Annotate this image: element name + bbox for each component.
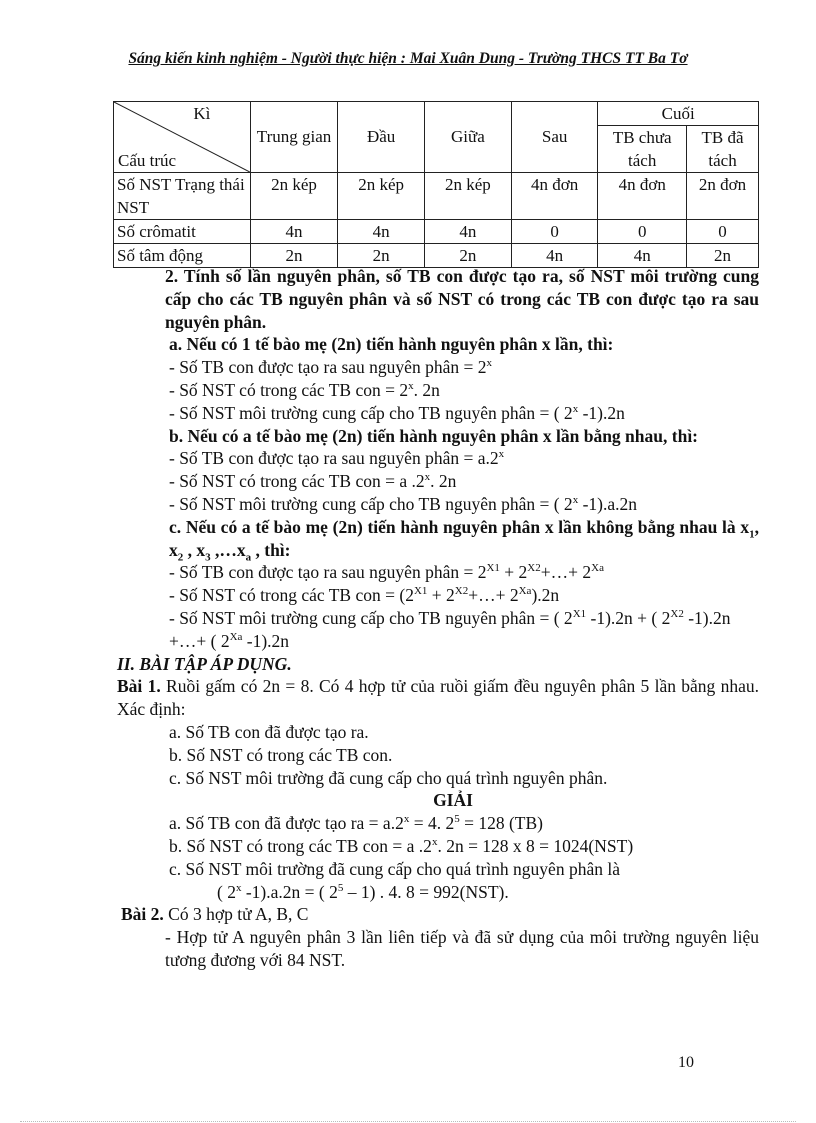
case-c-title: c. Nếu có a tế bào mẹ (2n) tiến hành nguyên phân x lần không bằng nhau là $x_1$, $x_2$ , $x_3$ $,\dots x_a$ , thì: bbox=[169, 516, 759, 564]
case-c-line-1: - Số TB con được tạo ra sau nguyên phân = $2^{X1}$ + $2^{X2}+\dots+ 2^{Xa}$ bbox=[169, 562, 604, 583]
corner-top-label: Kì bbox=[193, 104, 211, 123]
solution-c: c. Số NST môi trường đã cung cấp cho quá trình nguyên phân là bbox=[169, 858, 620, 879]
table-cell: 0 bbox=[687, 220, 759, 244]
table-cell: 4n bbox=[424, 220, 511, 244]
bai-1-statement: Bài 1. Ruồi gấm có 2n = 8. Có 4 hợp tử của ruồi giấm đều nguyên phân 5 lần bằng nhau. Xác định: bbox=[117, 676, 759, 720]
table-row bbox=[114, 244, 759, 268]
case-a-line-2: - Số NST có trong các TB con = $2^x$. 2n bbox=[169, 379, 440, 400]
col-header-dau: Đầu bbox=[338, 102, 425, 173]
table-row bbox=[114, 220, 759, 244]
case-a-line-1: - Số TB con được tạo ra sau nguyên phân = $2^x$ bbox=[169, 357, 492, 378]
table-cell: 2n bbox=[687, 244, 759, 268]
bai-1-item-b: b. Số NST có trong các TB con. bbox=[169, 744, 393, 765]
bai-1-item-c: c. Số NST môi trường đã cung cấp cho quá trình nguyên phân. bbox=[169, 767, 608, 788]
table-cell: 2n đơn bbox=[687, 173, 759, 220]
col-header-cuoi-da-tach: TB đã tách bbox=[687, 126, 759, 173]
col-header-cuoi-chua-tach: TB chưa tách bbox=[598, 126, 687, 173]
col-header-giua: Giữa bbox=[424, 102, 511, 173]
case-c-line-3: - Số NST môi trường cung cấp cho TB nguyên phân = ( $2^{X1}$ -1).2n + ( $2^{X2}$ -1).2n +…+ ( $2^{Xa}$ -1).2n bbox=[169, 607, 731, 651]
case-b-line-2: - Số NST có trong các TB con = a .2$^x$. 2n bbox=[169, 471, 457, 492]
page-body bbox=[117, 265, 759, 972]
row-label: Số crômatit bbox=[114, 220, 251, 244]
page-header: Sáng kiến kinh nghiệm - Người thực hiện : Mai Xuân Dung - Trường THCS TT Ba Tơ bbox=[128, 50, 688, 67]
table-cell: 2n kép bbox=[424, 173, 511, 220]
row-label: Số tâm động bbox=[114, 244, 251, 268]
table-cell: 2n bbox=[338, 244, 425, 268]
table-row bbox=[114, 173, 759, 220]
table-cell: 4n đơn bbox=[598, 173, 687, 220]
page-number: 10 bbox=[678, 1054, 694, 1071]
table-cell: 2n kép bbox=[250, 173, 338, 220]
cell-cycle-table bbox=[113, 101, 759, 268]
bai-1-item-a: a. Số TB con đã được tạo ra. bbox=[169, 721, 369, 742]
row-label: Số NST Trạng thái NST bbox=[114, 173, 251, 220]
bai-2-statement: Bài 2. Có 3 hợp tử A, B, C bbox=[121, 904, 309, 925]
solution-heading: GIẢI bbox=[433, 790, 473, 811]
corner-bottom-label: Cấu trúc bbox=[118, 151, 177, 170]
section-2-title: 2. Tính số lần nguyên phân, số TB con được tạo ra, số NST môi trường cung cấp cho các TB nguyên phân và số NST có trong các TB con được tạo ra sau nguyên phân. bbox=[165, 266, 759, 332]
col-header-cuoi: Cuối bbox=[598, 102, 759, 126]
table-cell: 4n bbox=[511, 244, 597, 268]
table-cell: 2n bbox=[424, 244, 511, 268]
section-ii-heading: II. BÀI TẬP ÁP DỤNG. bbox=[117, 653, 292, 674]
solution-b: b. Số NST có trong các TB con = a .2$^x$. 2n = 128 x 8 = 1024(NST) bbox=[169, 835, 634, 856]
case-a-title: a. Nếu có 1 tế bào mẹ (2n) tiến hành nguyên phân x lần, thì: bbox=[169, 334, 614, 355]
col-header-sau: Sau bbox=[511, 102, 597, 173]
table-cell: 0 bbox=[511, 220, 597, 244]
case-b-line-3: - Số NST môi trường cung cấp cho TB nguyên phân = ( 2$^x$ -1).a.2n bbox=[169, 493, 637, 514]
solution-c-formula: ( 2$^x$ -1).a.2n = ( $2^5 - 1$) . 4. 8 = 992(NST). bbox=[217, 881, 509, 902]
table-cell: 4n bbox=[598, 244, 687, 268]
case-c-line-2: - Số NST có trong các TB con = ($2^{X1}$ + $2^{X2}+\dots+ 2^{Xa}).2n$ bbox=[169, 585, 560, 606]
col-header-trung-gian: Trung gian bbox=[250, 102, 338, 173]
table-cell: 2n bbox=[250, 244, 338, 268]
table-cell: 4n bbox=[250, 220, 338, 244]
table-cell: 4n bbox=[338, 220, 425, 244]
table-corner-cell bbox=[114, 102, 251, 173]
case-b-line-1: - Số TB con được tạo ra sau nguyên phân = $a.2^x$ bbox=[169, 448, 505, 469]
bai-2-line: - Hợp tử A nguyên phân 3 lần liên tiếp và đã sử dụng của môi trường nguyên liệu tương đương với 84 NST. bbox=[165, 927, 759, 970]
table-cell: 2n kép bbox=[338, 173, 425, 220]
table-cell: 4n đơn bbox=[511, 173, 597, 220]
page-bottom-divider bbox=[20, 1121, 796, 1122]
case-a-line-3: - Số NST môi trường cung cấp cho TB nguyên phân = ( 2$^x$ -1).2n bbox=[169, 402, 625, 423]
solution-a: a. Số TB con đã được tạo ra = $a.2^x = 4$. $2^5 = 128$ (TB) bbox=[169, 813, 543, 834]
table-cell: 0 bbox=[598, 220, 687, 244]
case-b-title: b. Nếu có a tế bào mẹ (2n) tiến hành nguyên phân x lần bằng nhau, thì: bbox=[169, 425, 699, 446]
